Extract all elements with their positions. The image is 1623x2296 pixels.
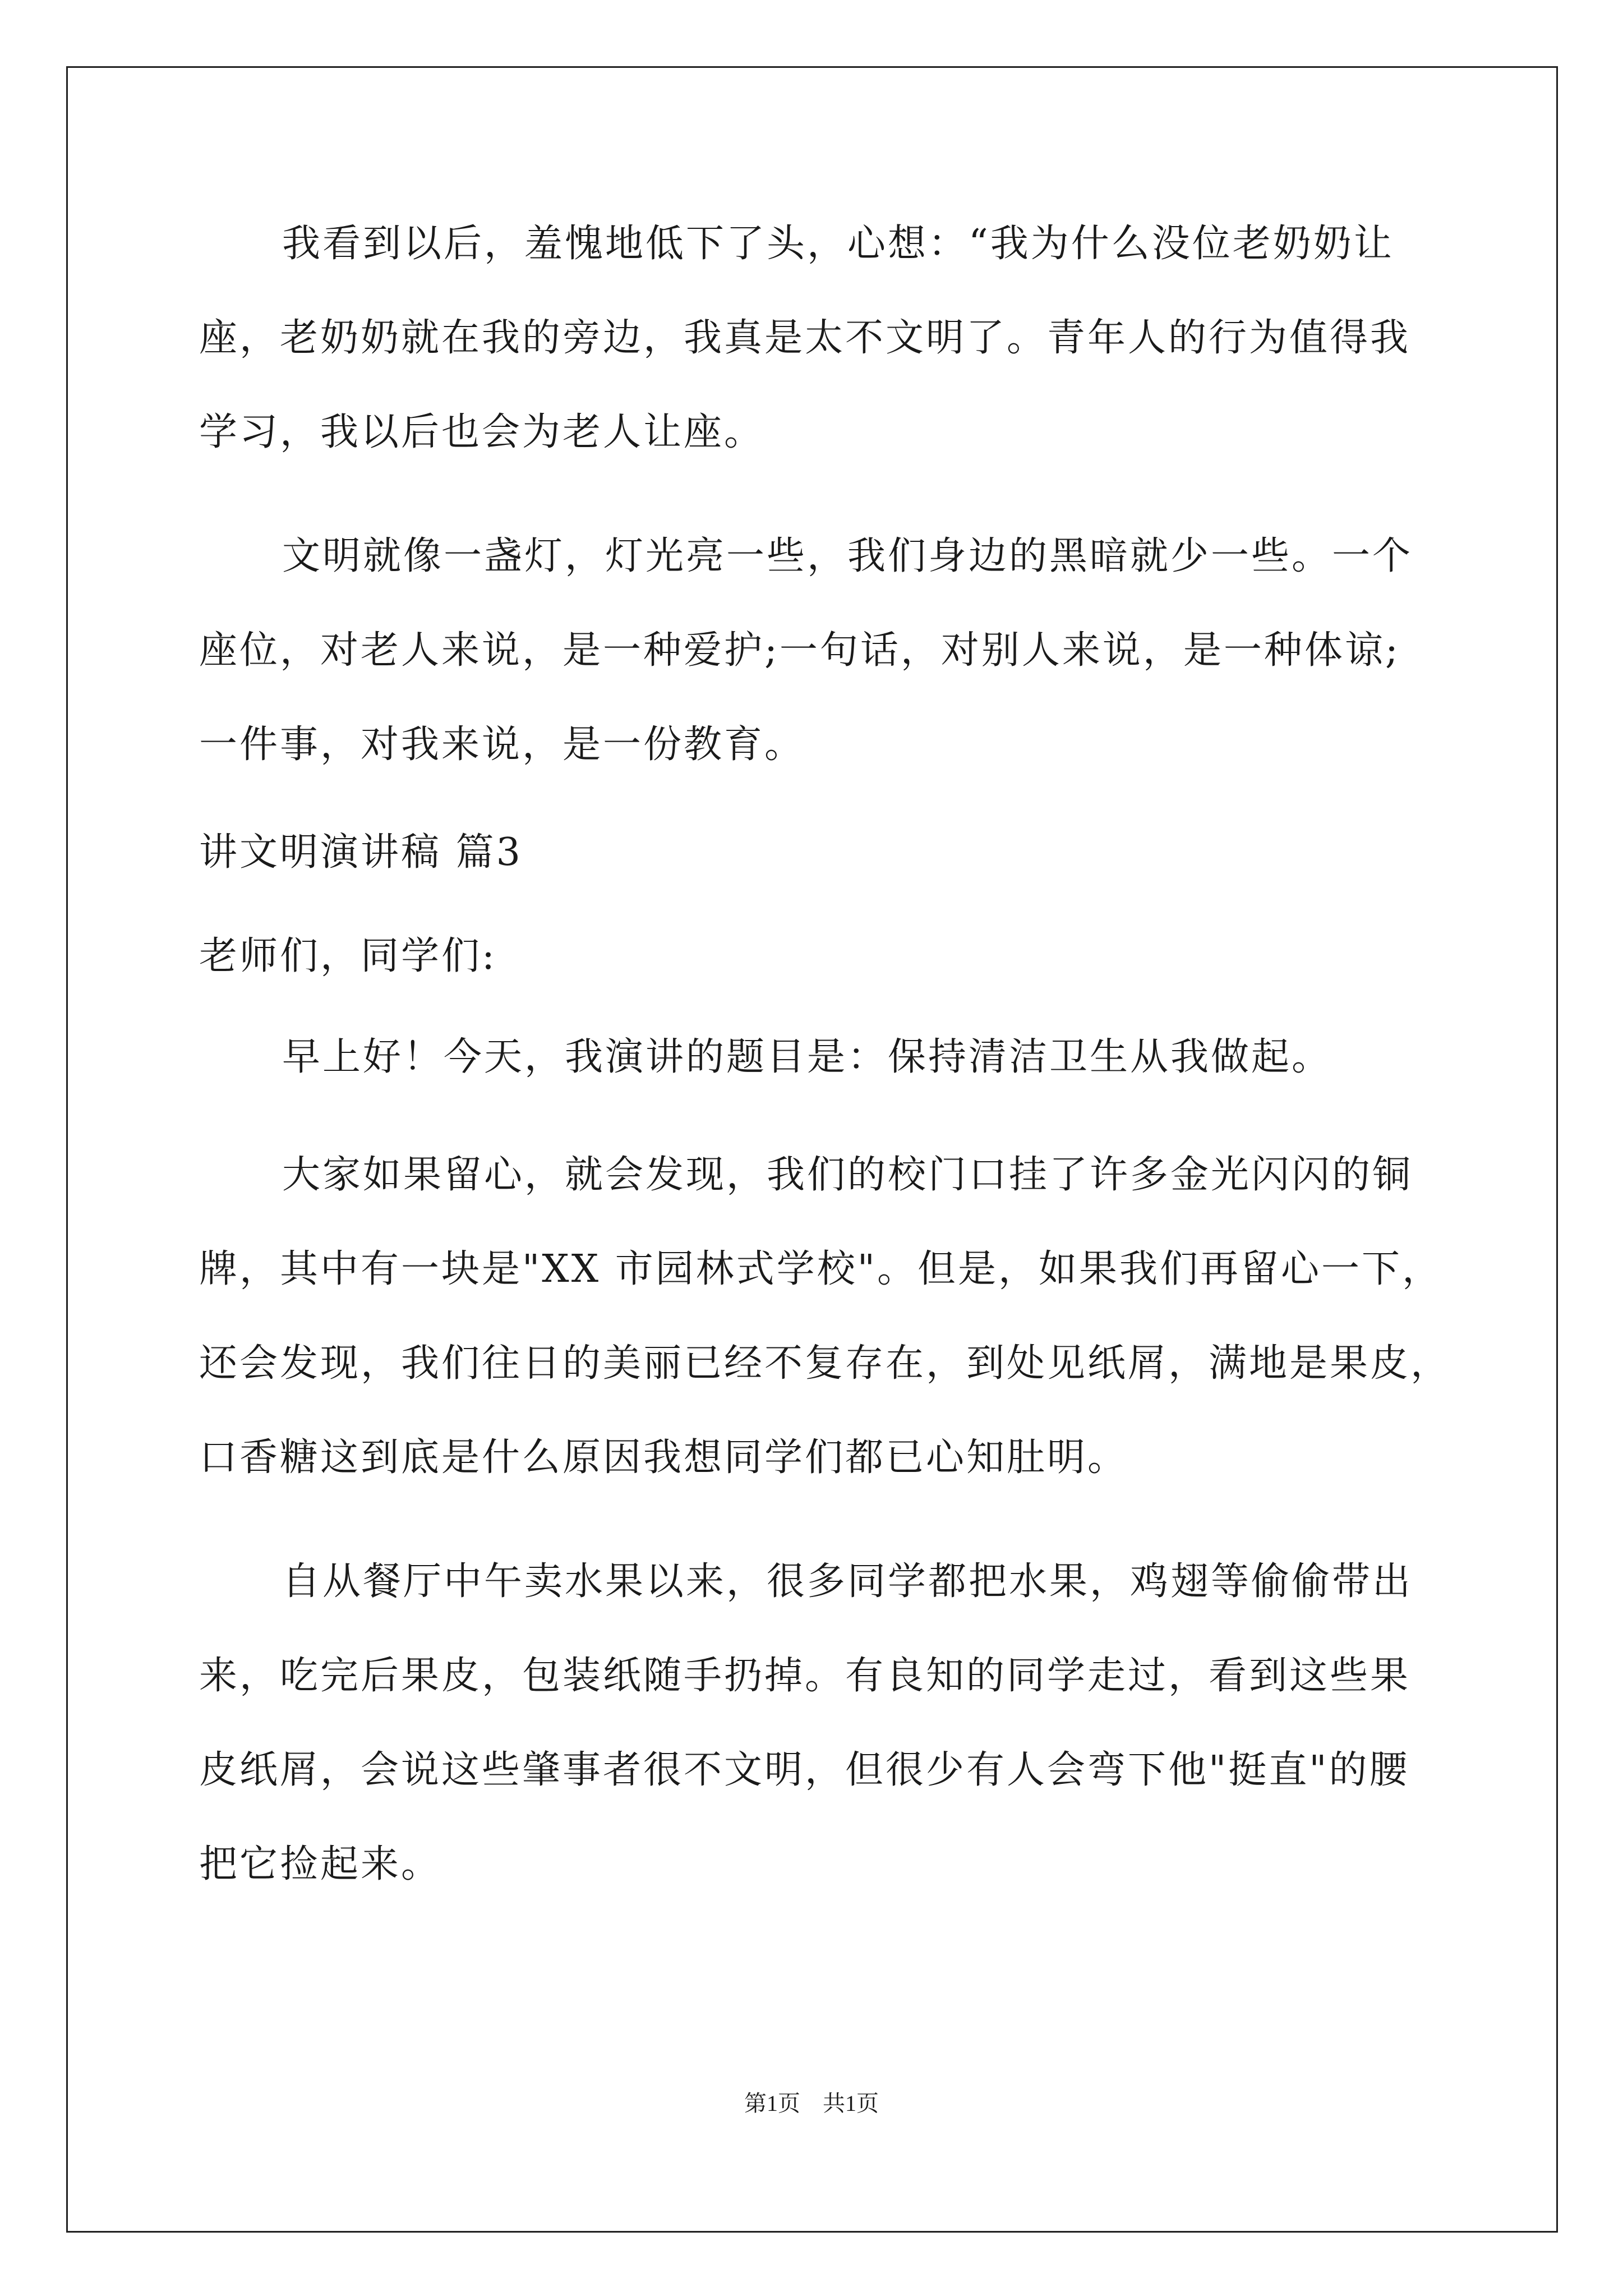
salutation: 老师们，同学们: (199, 934, 497, 978)
paragraph-line: 大家如果留心，就会发现，我们的校门口挂了许多金光闪闪的铜 (282, 1153, 1413, 1197)
paragraph-line: 自从餐厅中午卖水果以来，很多同学都把水果，鸡翅等偷偷带出 (282, 1559, 1413, 1604)
paragraph-line: 座，老奶奶就在我的旁边，我真是太不文明了。青年人的行为值得我 (199, 316, 1411, 360)
paragraph-line: 皮纸屑，会说这些肇事者很不文明，但很少有人会弯下他"挺直"的腰 (199, 1748, 1410, 1792)
paragraph-line: 文明就像一盏灯，灯光亮一些，我们身边的黑暗就少一些。一个 (282, 534, 1413, 578)
paragraph-line: 我看到以后，羞愧地低下了头，心想：“我为什么没位老奶奶让 (282, 222, 1394, 266)
paragraph-line: 还会发现，我们往日的美丽已经不复存在，到处见纸屑，满地是果皮， (199, 1341, 1451, 1386)
paragraph-line: 早上好！今天，我演讲的题目是：保持清洁卫生从我做起。 (282, 1035, 1332, 1079)
paragraph-line: 一件事，对我来说，是一份教育。 (199, 723, 805, 767)
paragraph-line: 牌，其中有一块是"XX 市园林式学校"。但是，如果我们再留心一下， (199, 1247, 1442, 1291)
paragraph-line: 把它捡起来。 (199, 1842, 442, 1887)
section-heading: 讲文明演讲稿 篇3 (199, 830, 523, 875)
page-number-footer: 第1页 共1页 (744, 2091, 879, 2116)
paragraph-line: 来，吃完后果皮，包装纸随手扔掉。有良知的同学走过，看到这些果 (199, 1654, 1411, 1698)
paragraph-line: 口香糖这到底是什么原因我想同学们都已心知肚明。 (199, 1435, 1128, 1480)
paragraph-line: 学习，我以后也会为老人让座。 (199, 410, 765, 454)
paragraph-line: 座位，对老人来说，是一种爱护;一句话，对别人来说，是一种体谅; (199, 628, 1400, 673)
